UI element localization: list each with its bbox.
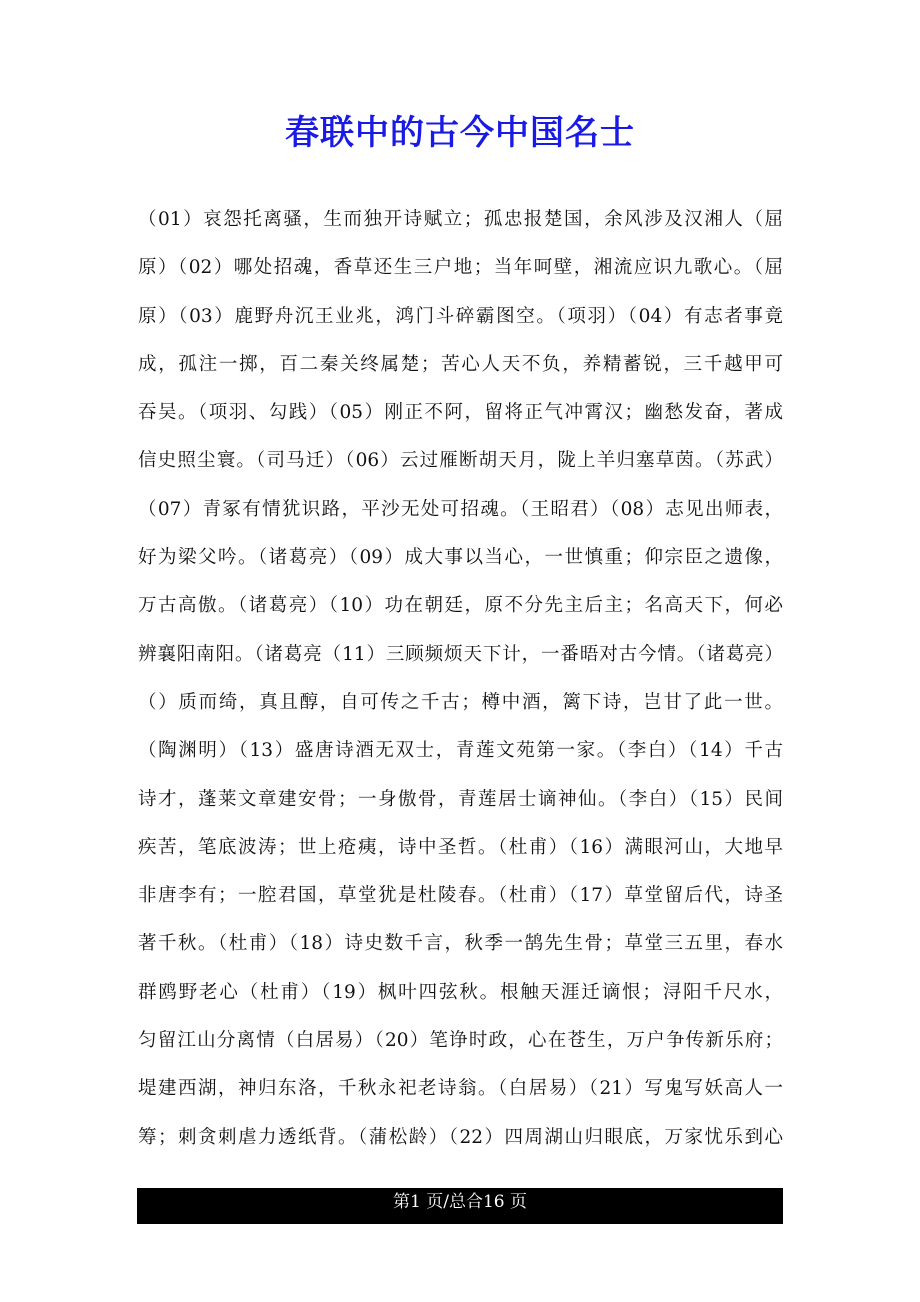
page-number-label: 第1 页/总合16 页 xyxy=(393,1192,527,1212)
text-line: 匀留江山分离情（白居易）（20）笔诤时政，心在苍生，万户争传新乐府； xyxy=(138,1030,783,1052)
text-line: 堤建西湖，神归东洛，千秋永祀老诗翁。（白居易）（21）写鬼写妖高人一 xyxy=(138,1078,783,1100)
text-line: （）质而绮，真且醇，自可传之千古；樽中酒，篱下诗，岂甘了此一世。 xyxy=(138,691,783,713)
text-line: 原）（02）哪处招魂，香草还生三户地；当年呵壁，湘流应识九歌心。（屈 xyxy=(138,257,783,279)
text-line: 原）（03）鹿野舟沉王业兆，鸿门斗碎霸图空。（项羽）（04）有志者事竟 xyxy=(138,305,783,327)
text-line: 诗才，蓬莱文章建安骨；一身傲骨，青莲居士谪神仙。（李白）（15）民间 xyxy=(138,788,783,810)
text-line: 筹；刺贪刺虐力透纸背。（蒲松龄）（22）四周湖山归眼底，万家忧乐到心 xyxy=(138,1126,783,1148)
document-body xyxy=(138,196,783,1162)
text-line: 疾苦，笔底波涛；世上疮痍，诗中圣哲。（杜甫）（16）满眼河山，大地早 xyxy=(138,836,783,858)
text-line: （陶渊明）（13）盛唐诗酒无双士，青莲文苑第一家。（李白）（14）千古 xyxy=(138,740,783,762)
text-line: 好为梁父吟。（诸葛亮）（09）成大事以当心，一世慎重；仰宗臣之遗像， xyxy=(138,547,783,569)
text-line: 吞吴。（项羽、勾践）（05）刚正不阿，留将正气冲霄汉；幽愁发奋，著成 xyxy=(138,402,783,424)
text-line: （01）哀怨托离骚，生而独开诗赋立；孤忠报楚国，余风涉及汉湘人（屈 xyxy=(138,209,783,230)
text-line: 信史照尘寰。（司马迁）（06）云过雁断胡天月，陇上羊归塞草茵。（苏武） xyxy=(138,450,783,472)
text-line: 成，孤注一掷，百二秦关终属楚；苦心人天不负，养精蓄锐，三千越甲可 xyxy=(138,353,783,375)
text-line: 万古高傲。（诸葛亮）（10）功在朝廷，原不分先主后主；名高天下，何必 xyxy=(138,595,783,617)
text-line: 著千秋。（杜甫）（18）诗史数千言，秋季一鹄先生骨；草堂三五里，春水 xyxy=(138,933,783,955)
text-line: 辨襄阳南阳。（诸葛亮（11）三顾频烦天下计，一番晤对古今情。（诸葛亮） xyxy=(138,643,783,665)
page-footer xyxy=(137,1188,783,1224)
text-line: 非唐李有；一腔君国，草堂犹是杜陵春。（杜甫）（17）草堂留后代，诗圣 xyxy=(138,885,783,907)
document-title: 春联中的古今中国名士 xyxy=(285,113,635,153)
text-line: （07）青冢有情犹识路，平沙无处可招魂。（王昭君）（08）志见出师表， xyxy=(138,498,783,520)
text-line: 群鸥野老心（杜甫）（19）枫叶四弦秋。根触天涯迁谪恨；浔阳千尺水， xyxy=(138,981,783,1003)
